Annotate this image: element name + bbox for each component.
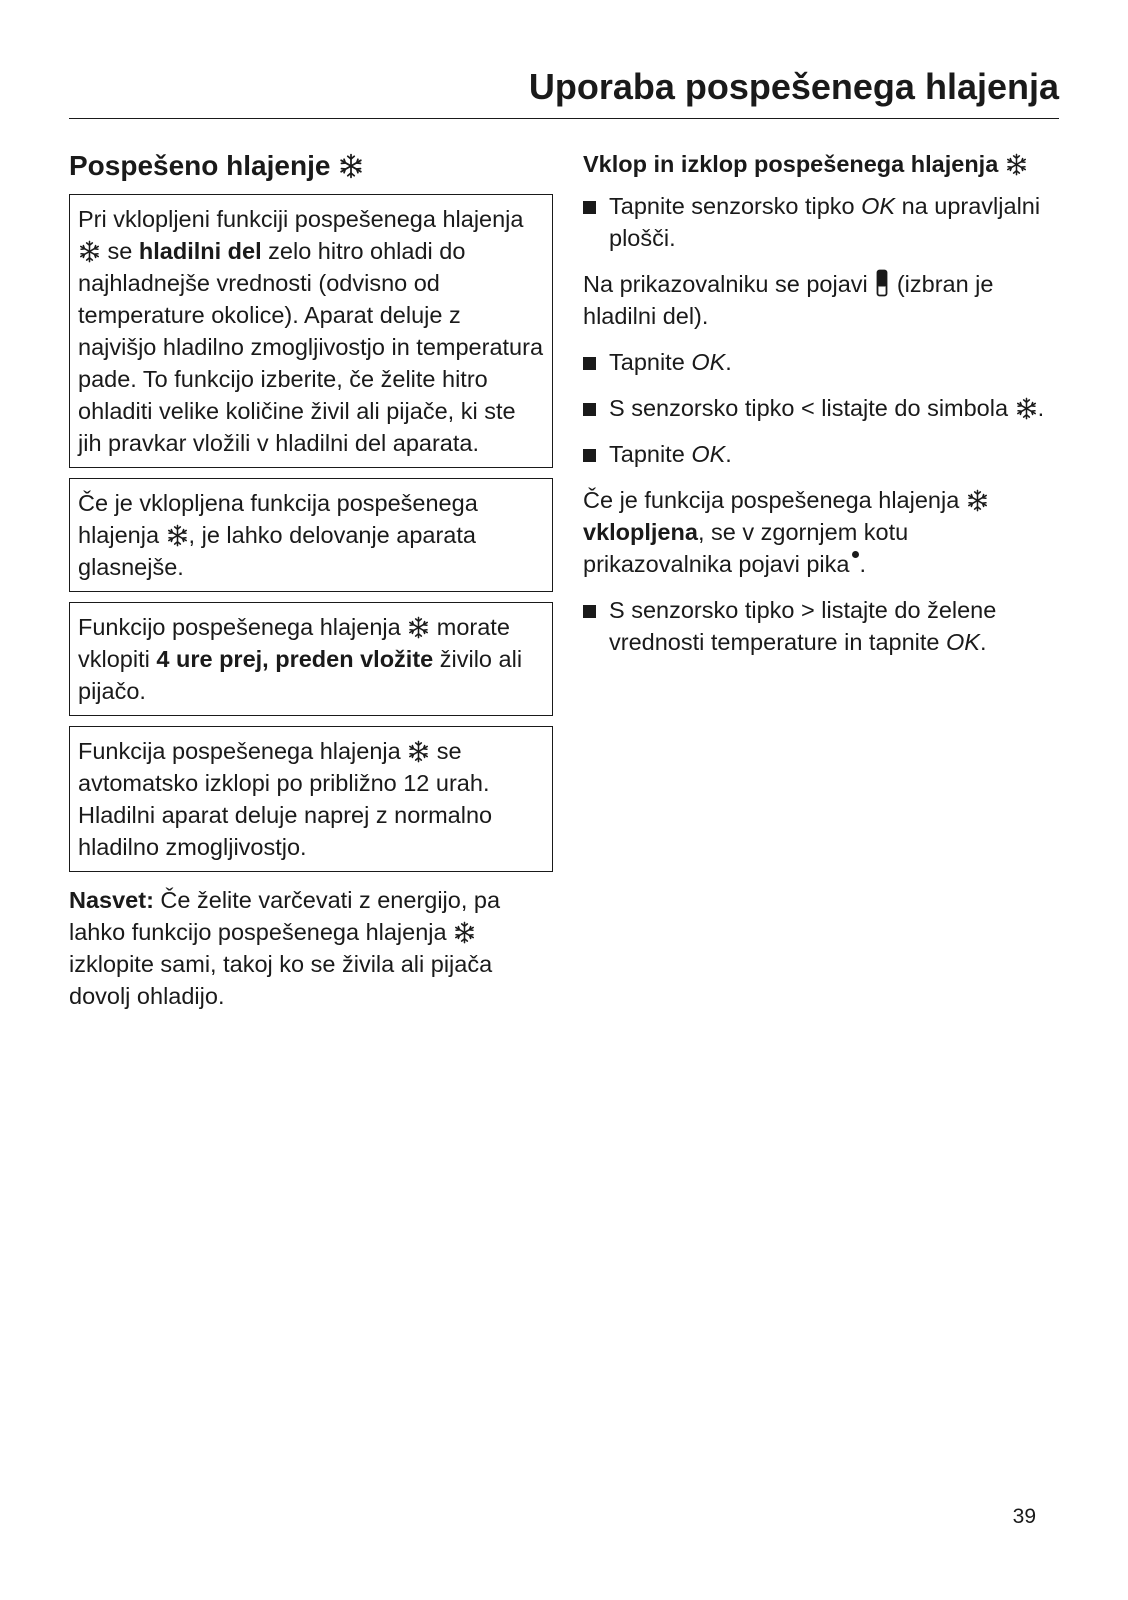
snowflake-icon xyxy=(166,524,189,547)
info-box-timing: Funkcijo pospešenega hlajenja morate vklopiti 4 ure prej, preden vložite živilo ali pijačo. xyxy=(69,602,553,716)
step-item: Tapnite OK. xyxy=(583,438,1063,470)
info-box-auto-off: Funkcija pospešenega hlajenja se avtomatsko izklopi po približno 12 urah. Hladilni aparat deluje naprej z normalno hladilno zmogljivostjo. xyxy=(69,726,553,872)
snowflake-icon xyxy=(453,921,476,944)
status-info-paragraph: Če je funkcija pospešenega hlajenja vklopljena, se v zgornjem kotu prikazovalnika pojavi pika . xyxy=(583,484,1063,580)
snowflake-icon xyxy=(338,153,364,179)
bullet-square-icon xyxy=(583,190,609,254)
bullet-square-icon xyxy=(583,438,609,470)
bullet-square-icon xyxy=(583,594,609,658)
section-title-fast-cooling xyxy=(69,148,553,184)
section-title-text: Pospešeno hlajenje xyxy=(69,150,331,181)
subsection-title-on-off: Vklop in izklop pospešenega hlajenja xyxy=(583,148,1063,180)
snowflake-icon xyxy=(1015,397,1038,420)
info-box-noise: Če je vklopljena funkcija pospešenega hlajenja , je lahko delovanje aparata glasnejše. xyxy=(69,478,553,592)
tip-paragraph: Nasvet: Če želite varčevati z energijo, pa lahko funkcijo pospešenega hlajenja izklopite sami, takoj ko se živila ali pijača dovolj ohladijo. xyxy=(69,887,501,1009)
snowflake-icon xyxy=(407,740,430,763)
snowflake-icon xyxy=(407,616,430,639)
step-item: Tapnite senzorsko tipko OK na upravljalni plošči. xyxy=(583,190,1063,254)
bullet-square-icon xyxy=(583,346,609,378)
bullet-square-icon xyxy=(583,392,609,424)
page-number: 39 xyxy=(1012,1505,1036,1528)
snowflake-icon xyxy=(78,240,101,263)
page-header xyxy=(69,66,1059,119)
snowflake-icon xyxy=(1005,153,1028,176)
fridge-compartment-icon xyxy=(876,269,888,297)
left-column xyxy=(69,148,553,1012)
info-box-description: Pri vklopljeni funkciji pospešenega hlajenja se hladilni del zelo hitro ohladi do najhladnejše vrednosti (odvisno od temperature okolice). Aparat deluje z najvišjo hladilno zmogljivostjo in temperatura pade. To funkcijo izberite, če želite hitro ohladiti velike količine živil ali pijače, ki ste jih pravkar vložili v hladilni del aparata. xyxy=(69,194,553,468)
page-title: Uporaba pospešenega hlajenja xyxy=(528,66,1059,107)
snowflake-icon xyxy=(966,489,989,512)
step-item: Tapnite OK. xyxy=(583,346,1063,378)
step-item: S senzorsko tipko < listajte do simbola . xyxy=(583,392,1063,424)
right-column xyxy=(583,148,1063,672)
step-item: S senzorsko tipko > listajte do želene vrednosti temperature in tapnite OK. xyxy=(583,594,1063,658)
display-info-paragraph: Na prikazovalniku se pojavi (izbran je hladilni del). xyxy=(583,271,994,329)
